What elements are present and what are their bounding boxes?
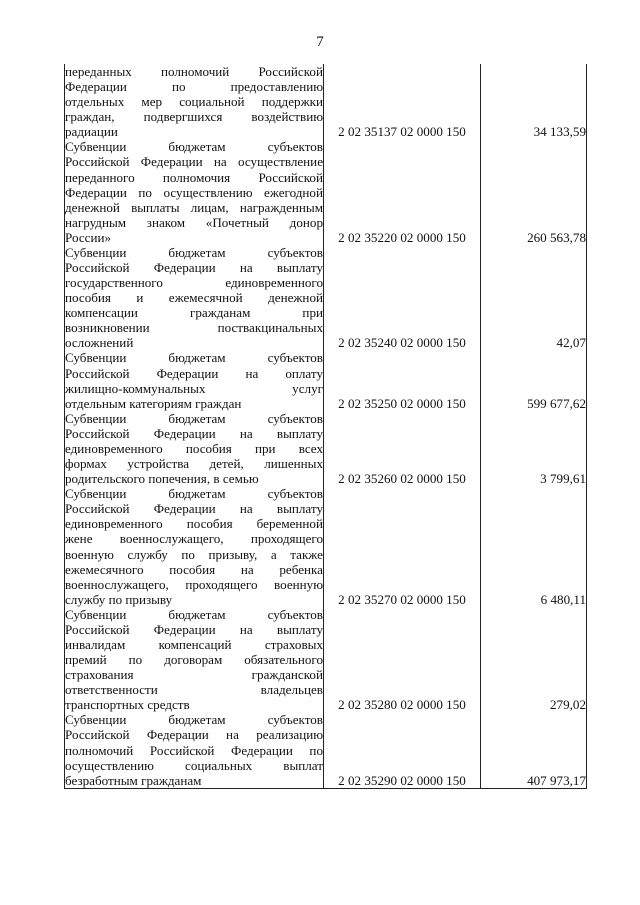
revenue-name-line: Российской Федерации на выплату [65,425,323,441]
revenue-name-line: Российской Федерации на реализацию [65,727,323,743]
revenue-name-line: ответственности владельцев [65,682,323,698]
amount-cell: 279,02 [481,607,587,713]
revenue-name-line: Субвенции бюджетам субъектов [65,712,323,728]
revenue-name-line: России» [65,229,112,245]
revenue-name-cell [65,607,324,713]
budget-code-cell: 2 02 35220 02 0000 150 [324,139,481,245]
amount-cell: 6 480,11 [481,486,587,607]
revenue-name-line: безработным гражданам [65,772,202,788]
budget-code-cell: 2 02 35240 02 0000 150 [324,245,481,351]
table-row [65,607,587,713]
revenue-name-line: Субвенции бюджетам субъектов [65,244,323,260]
table-row [65,486,587,607]
revenue-name-line: жене военнослужащего, проходящего [65,531,323,547]
amount-cell: 34 133,59 [481,64,587,139]
revenue-name-line: отдельным категориям граждан [65,395,242,411]
revenue-name-line: Федерации по предоставлению [65,79,323,95]
revenue-name-line: страхования гражданской [65,667,323,683]
budget-code-cell: 2 02 35270 02 0000 150 [324,486,481,607]
budget-code-cell: 2 02 35260 02 0000 150 [324,411,481,486]
revenue-name-line: Российской Федерации на осуществление [65,154,323,170]
revenue-name-line: Субвенции бюджетам субъектов [65,350,323,366]
revenue-name-line: полномочий Российской Федерации по [65,742,323,758]
revenue-name-line: осложнений [65,335,134,351]
amount-cell: 42,07 [481,245,587,351]
revenue-name-line: военную службу по призыву, а также [65,546,323,562]
revenue-name-line: формах устройства детей, лишенных [65,456,323,472]
table-row [65,411,587,486]
revenue-name-line: Субвенции бюджетам субъектов [65,606,323,622]
revenue-name-line: Российской Федерации на выплату [65,501,323,517]
revenue-name-line: премий по договорам обязательного [65,652,323,668]
budget-code-cell: 2 02 35250 02 0000 150 [324,350,481,410]
revenue-name-line: инвалидам компенсаций страховых [65,636,323,652]
revenue-name-line: родительского попечения, в семью [65,471,259,487]
budget-code-cell: 2 02 35280 02 0000 150 [324,607,481,713]
revenue-name-line: Российской Федерации на выплату [65,621,323,637]
revenue-name-line: Субвенции бюджетам субъектов [65,139,323,155]
revenue-name-line: нагрудным знаком «Почетный донор [65,214,323,230]
revenue-name-line: транспортных средств [65,697,190,713]
amount-cell: 3 799,61 [481,411,587,486]
revenue-name-line: Федерации по осуществлению ежегодной [65,184,323,200]
revenue-name-line: Российской Федерации на оплату [65,365,323,381]
revenue-name-line: жилищно-коммунальных услуг [65,380,323,396]
revenue-name-cell [65,64,324,139]
revenue-name-line: ежемесячного пособия на ребенка [65,561,323,577]
revenue-name-line: Субвенции бюджетам субъектов [65,410,323,426]
page-number: 7 [316,34,324,50]
table-row [65,712,587,788]
revenue-name-cell [65,486,324,607]
revenue-name-line: компенсации гражданам при [65,305,323,321]
budget-table [64,64,587,789]
revenue-name-cell [65,411,324,486]
revenue-name-line: Российской Федерации на выплату [65,260,323,276]
revenue-name-line: военнослужащего, проходящего военную [65,576,323,592]
revenue-name-cell [65,139,324,245]
revenue-name-line: службу по призыву [65,591,173,607]
table-row [65,245,587,351]
amount-cell: 260 563,78 [481,139,587,245]
revenue-name-line: денежной выплаты лицам, награжденным [65,199,323,215]
revenue-name-line: радиации [65,124,118,140]
budget-code-cell: 2 02 35137 02 0000 150 [324,64,481,139]
revenue-name-line: переданных полномочий Российской [65,64,323,79]
budget-code-cell: 2 02 35290 02 0000 150 [324,712,481,788]
revenue-name-line: Субвенции бюджетам субъектов [65,486,323,502]
revenue-name-line: пособия и ежемесячной денежной [65,290,323,306]
revenue-name-line: единовременного пособия беременной [65,516,323,532]
revenue-name-cell [65,712,324,788]
revenue-name-cell [65,350,324,410]
revenue-name-line: осуществлению социальных выплат [65,757,323,773]
table-row [65,64,587,139]
table-body [65,64,587,788]
revenue-name-line: переданного полномочия Российской [65,169,323,185]
table-row [65,350,587,410]
revenue-name-cell [65,245,324,351]
revenue-name-line: возникновении поствакцинальных [65,320,323,336]
revenue-name-line: государственного единовременного [65,275,323,291]
amount-cell: 407 973,17 [481,712,587,788]
table-row [65,139,587,245]
revenue-name-line: единовременного пособия при всех [65,440,323,456]
revenue-name-line: граждан, подвергшихся воздействию [65,109,323,125]
amount-cell: 599 677,62 [481,350,587,410]
revenue-name-line: отдельных мер социальной поддержки [65,94,323,110]
